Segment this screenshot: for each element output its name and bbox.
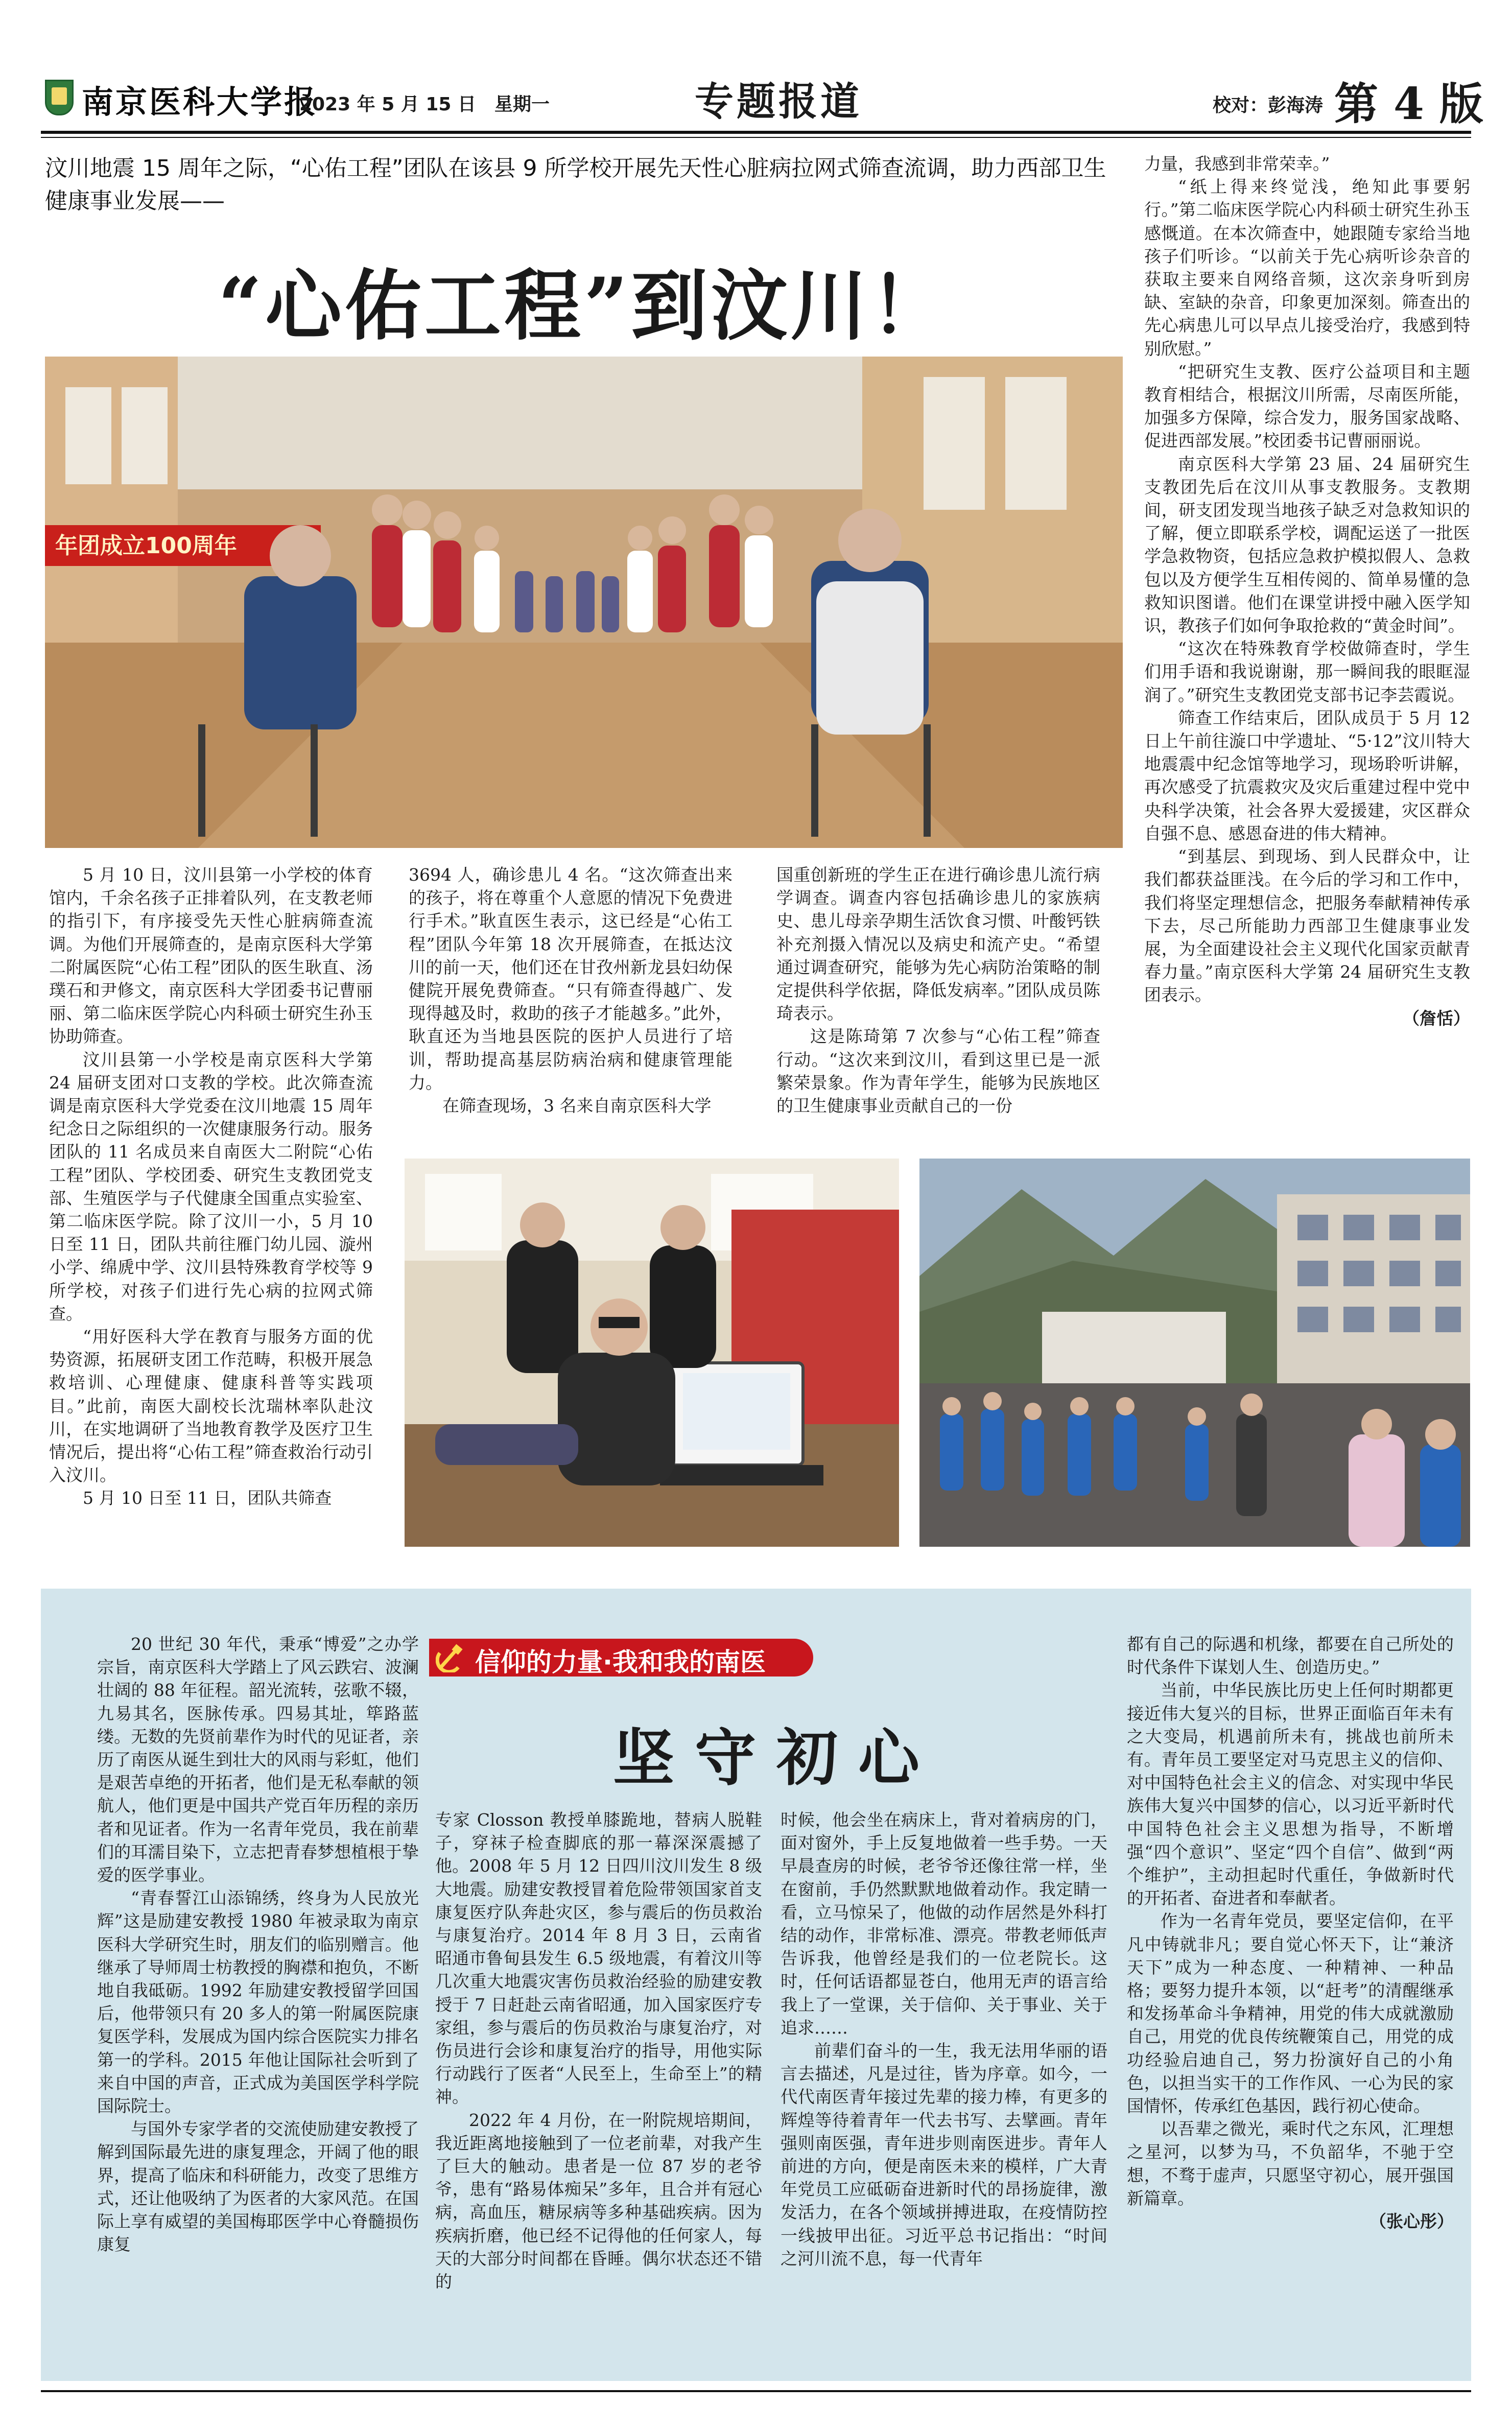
feature-title: 坚守初心	[613, 1722, 940, 1794]
paragraph: 在筛查现场，3 名来自南京医科大学	[442, 1096, 712, 1116]
feature-byline: （张心彤）	[1369, 2211, 1454, 2232]
photo-banner-text: 年团成立100周年	[55, 533, 237, 559]
paragraph: 2022 年 4 月份，在一附院规培期间，我近距离地接触到了一位老前辈，对我产生了巨大的触动。患者是一位 87 岁的老爷爷，患有“路易体痴呆”多年，且合并有冠心病，高血压，糖尿病等多种基础疾病。因为疾病折磨，他已经不记得他的任何家人，每天的大部分时间都在昏睡。偶尔状态还不错的	[435, 2110, 762, 2292]
masthead-rule-thin	[41, 137, 1471, 138]
proofreader: 校对：彭海涛	[1213, 95, 1324, 116]
paragraph: 20 世纪 30 年代，秉承“博爱”之办学宗旨，南京医科大学踏上了风云跌宕、波澜壮阔的 88 年征程。韶光流转，弦歌不辍，九易其名，医脉传承。四易其址，筚路蓝缕。无数的先贤前辈作为时代的见证者，亲历了南医从诞生到壮大的风雨与彩虹，他们是艰苦卓绝的开拓者，他们是无私奉献的领航人，他们更是中国共产党百年历程的亲历者和见证者。作为一名青年党员，我在前辈们的耳濡目染下，立志把青春梦想植根于挚爱的医学事业。	[97, 1634, 419, 1885]
article-column-3	[776, 863, 1100, 1117]
feature-column-4	[1127, 1633, 1454, 2233]
paragraph: “纸上得来终觉浅，绝知此事要躬行。”第二临床医学院心内科硕士研究生孙玉感慨道。在本次筛查中，她跟随专家给当地孩子们听诊。“以前关于先心病听诊杂音的获取主要来自网络音频，这次亲身听到房缺、室缺的杂音，印象更加深刻。筛查出的先心病患儿可以早点儿接受治疗，我感到特别欣慰。”	[1144, 177, 1470, 359]
photo-ultrasound-screening	[405, 1159, 899, 1547]
footer-rule	[41, 2390, 1471, 2392]
paragraph: “把研究生支教、医疗公益项目和主题教育相结合，根据汶川所需，尽南医所能，加强多方保障，综合发力，服务国家战略、促进西部发展。”校团委书记曹丽丽说。	[1144, 361, 1470, 451]
article-column-4	[1144, 152, 1470, 1030]
paragraph: 筛查工作结束后，团队成员于 5 月 12 日上午前往漩口中学遗址、“5·12”汶川特大地震震中纪念馆等地学习，现场聆听讲解，再次感受了抗震救灾及灾后重建过程中党中央科学决策，社会各界大爱援建，灾区群众自强不息、感恩奋进的伟大精神。	[1144, 707, 1470, 843]
section-title: 专题报道	[695, 79, 862, 124]
paragraph: 国重创新班的学生正在进行确诊患儿流行病学调查。调查内容包括确诊患儿的家族病史、患儿母亲孕期生活饮食习惯、叶酸钙铁补充剂摄入情况以及病史和流产史。“希望通过调查研究，能够为先心病防治策略的制定提供科学依据，降低发病率。”团队成员陈琦表示。	[776, 865, 1100, 1024]
article-column-2	[409, 863, 733, 1117]
masthead-rule	[41, 131, 1471, 134]
issue-date: 2023 年 5 月 15 日 星期一	[299, 94, 550, 115]
paragraph: 都有自己的际遇和机缘，都要在自己所处的时代条件下谋划人生、创造历史。”	[1127, 1634, 1454, 1678]
article-column-1	[49, 863, 373, 1510]
paragraph: 专家 Closson 教授单膝跪地，替病人脱鞋子，穿袜子检查脚底的那一幕深深震撼了他。2008 年 5 月 12 日四川汶川发生 8 级大地震。励建安教授冒着危险带领国家首支康复医疗队奔赴灾区，参与震后的伤员救治与康复治疗。2014 年 8 月 3 日，云南省昭通市鲁甸县发生 6.5 级地震，有着汶川等几次重大地震灾害伤员救治经验的励建安教授于 7 日赶赴云南省昭通，加入国家医疗专家组，参与震后的伤员救治与康复治疗，对伤员进行会诊和康复治疗的指导，用他实际行动践行了医者“人民至上，生命至上”的精神。	[435, 1810, 762, 2107]
newspaper-name: 南京医科大学报	[82, 83, 318, 121]
paragraph: 前辈们奋斗的一生，我无法用华丽的语言去描述，凡是过往，皆为序章。如今，一代代南医青年接过先辈的接力棒，有更多的辉煌等待着青年一代去书写、去擘画。青年强则南医强，青年进步则南医进步。青年人前进的方向，便是南医未来的模样，广大青年党员工应砥砺奋进新时代的昂扬旋律，激发活力，在各个领域拼搏进取，在疫情防控一线披甲出征。习近平总书记指出：“时间之河川流不息，每一代青年	[781, 2041, 1107, 2269]
feature-column-3	[781, 1808, 1107, 2270]
paragraph: “到基层、到现场、到人民群众中，让我们都获益匪浅。在今后的学习和工作中，我们将坚定理想信念，把服务奉献精神传承下去，尽己所能助力西部卫生健康事业发展，为全面建设社会主义现代化国家贡献青春力量。”南京医科大学第 24 届研究生支教团表示。	[1144, 846, 1470, 1005]
paragraph: 汶川县第一小学校是南京医科大学第 24 届研支团对口支教的学校。此次筛查流调是南京医科大学党委在汶川地震 15 周年纪念日之际组织的一次健康服务行动。服务团队的 11 名成员来自南医大二附院“心佑工程”团队、学校团委、研究生支教团党支部、生殖医学与子代健康全国重点实验室、第二临床医学院。除了汶川一小，5 月 10 日至 11 日，团队共前往雁门幼儿园、漩州小学、绵虒中学、汶川县特殊教育学校等 9 所学校，对孩子们进行先心病的拉网式筛查。	[49, 1049, 373, 1324]
column-banner-text: 信仰的力量·我和我的南医	[475, 1647, 766, 1677]
paragraph: 当前，中华民族比历史上任何时期都更接近伟大复兴的目标，世界正面临百年未有之大变局，机遇前所未有，挑战也前所未有。青年员工要坚定对马克思主义的信仰、对中国特色社会主义的信念、对实现中华民族伟大复兴中国梦的信心，以习近平新时代中国特色社会主义思想为指导，不断增强“四个意识”、坚定“四个自信”、做到“两个维护”，主动担起时代重任，争做新时代的开拓者、奋进者和奉献者。	[1127, 1680, 1454, 1908]
paragraph: 以吾辈之微光，乘时代之东风，汇理想之星河，以梦为马，不负韶华，不驰于空想，不骛于虚声，只愿坚守初心，展开强国新篇章。	[1127, 2119, 1454, 2208]
school-emblem-icon	[45, 80, 74, 115]
paragraph: 这是陈琦第 7 次参与“心佑工程”筛查行动。“这次来到汶川，看到这里已是一派繁荣景象。作为青年学生，能够为民族地区的卫生健康事业贡献自己的一份	[776, 1026, 1100, 1116]
paragraph: 南京医科大学第 23 届、24 届研究生支教团先后在汶川从事支教服务。支教期间，研支团发现当地孩子缺乏对急救知识的了解，便立即联系学校，调配运送了一批医学急救物资，包括应急救护模拟假人、急救包以及方便学生互相传阅的、简单易懂的急救知识图谱。他们在课堂讲授中融入医学知识，教孩子们如何争取抢救的“黄金时间”。	[1144, 454, 1470, 636]
page-number: 第 4 版	[1334, 78, 1483, 130]
party-emblem-icon	[436, 1642, 464, 1672]
feature-column-2	[435, 1808, 762, 2293]
photo-screening-gym	[45, 357, 1123, 848]
feature-column-1	[97, 1633, 419, 2256]
photo-schoolyard	[919, 1159, 1470, 1547]
article-headline: “心佑工程”到汶川！	[218, 261, 950, 351]
article-lead: 汶川地震 15 周年之际，“心佑工程”团队在该县 9 所学校开展先天性心脏病拉网式筛查流调，助力西部卫生健康事业发展——	[45, 155, 1106, 214]
paragraph: 时候，他会坐在病床上，背对着病房的门，面对窗外，手上反复地做着一些手势。一天早晨查房的时候，老爷爷还像往常一样，坐在窗前，手仍然默默地做着动作。我定睛一看，立马惊呆了，他做的动作居然是外科打结的动作，非常标准、漂亮。带教老师低声告诉我，他曾经是我们的一位老院长。这时，任何话语都显苍白，他用无声的语言给我上了一堂课，关于信仰、关于事业、关于追求……	[781, 1810, 1107, 2038]
article-byline: （詹恬）	[1403, 1008, 1470, 1028]
paragraph: “这次在特殊教育学校做筛查时，学生们用手语和我说谢谢，那一瞬间我的眼眶湿润了。”研究生支教团党支部书记李芸霞说。	[1144, 639, 1470, 705]
paragraph: 5 月 10 日，汶川县第一小学校的体育馆内，千余名孩子正排着队列，在支教老师的指引下，有序接受先天性心脏病筛查流调。为他们开展筛查的，是南京医科大学第二附属医院“心佑工程”团队的医生耿直、汤璞石和尹修文，南京医科大学团委书记曹丽丽、第二临床医学院心内科硕士研究生孙玉协助筛查。	[49, 865, 373, 1047]
paragraph: 力量，我感到非常荣幸。”	[1144, 154, 1330, 174]
paragraph: “青春誓江山添锦绣，终身为人民放光辉”这是励建安教授 1980 年被录取为南京医科大学研究生时，朋友们的临别赠言。他继承了导师周士枋教授的胸襟和抱负，不断地自我砥砺。1992 年励建安教授留学回国后，他带领只有 20 多人的第一附属医院康复医学科，发展成为国内综合医院实力排名第一的学科。2015 年他让国际社会听到了来自中国的声音，正式成为美国医学科学院国际院士。	[97, 1888, 419, 2116]
paragraph: 3694 人，确诊患儿 4 名。“这次筛查出来的孩子，将在尊重个人意愿的情况下免费进行手术。”耿直医生表示，这已经是“心佑工程”团队今年第 18 次开展筛查，在抵达汶川的前一天，他们还在甘孜州新龙县妇幼保健院开展免费筛查。“只有筛查得越广、发现得越及时，救助的孩子才能越多。”此外，耿直还为当地县医院的医护人员进行了培训，帮助提高基层防病治病和健康管理能力。	[409, 865, 733, 1093]
paragraph: 作为一名青年党员，要坚定信仰，在平凡中铸就非凡；要自觉心怀天下，让“兼济天下”成为一种态度、一种精神、一种品格；要努力提升本领，以“赶考”的清醒继承和发扬革命斗争精神，用党的伟大成就激励自己，用党的优良传统鞭策自己，用党的成功经验启迪自己，努力扮演好自己的小角色，以担当实干的工作作风、一心为民的家国情怀，传承红色基因，践行初心使命。	[1127, 1911, 1454, 2116]
paragraph: 5 月 10 日至 11 日，团队共筛查	[83, 1488, 332, 1508]
paragraph: “用好医科大学在教育与服务方面的优势资源，拓展研支团工作范畴，积极开展急救培训、心理健康、健康科普等实践项目。”此前，南医大副校长沈瑞林率队赴汶川，在实地调研了当地教育教学及医疗卫生情况后，提出将“心佑工程”筛查救治行动引入汶川。	[49, 1327, 373, 1485]
paragraph: 与国外专家学者的交流使励建安教授了解到国际最先进的康复理念，开阔了他的眼界，提高了临床和科研能力，改变了思维方式，还让他吸纳了为医者的大家风范。在国际上享有威望的美国梅耶医学中心脊髓损伤康复	[97, 2119, 419, 2255]
